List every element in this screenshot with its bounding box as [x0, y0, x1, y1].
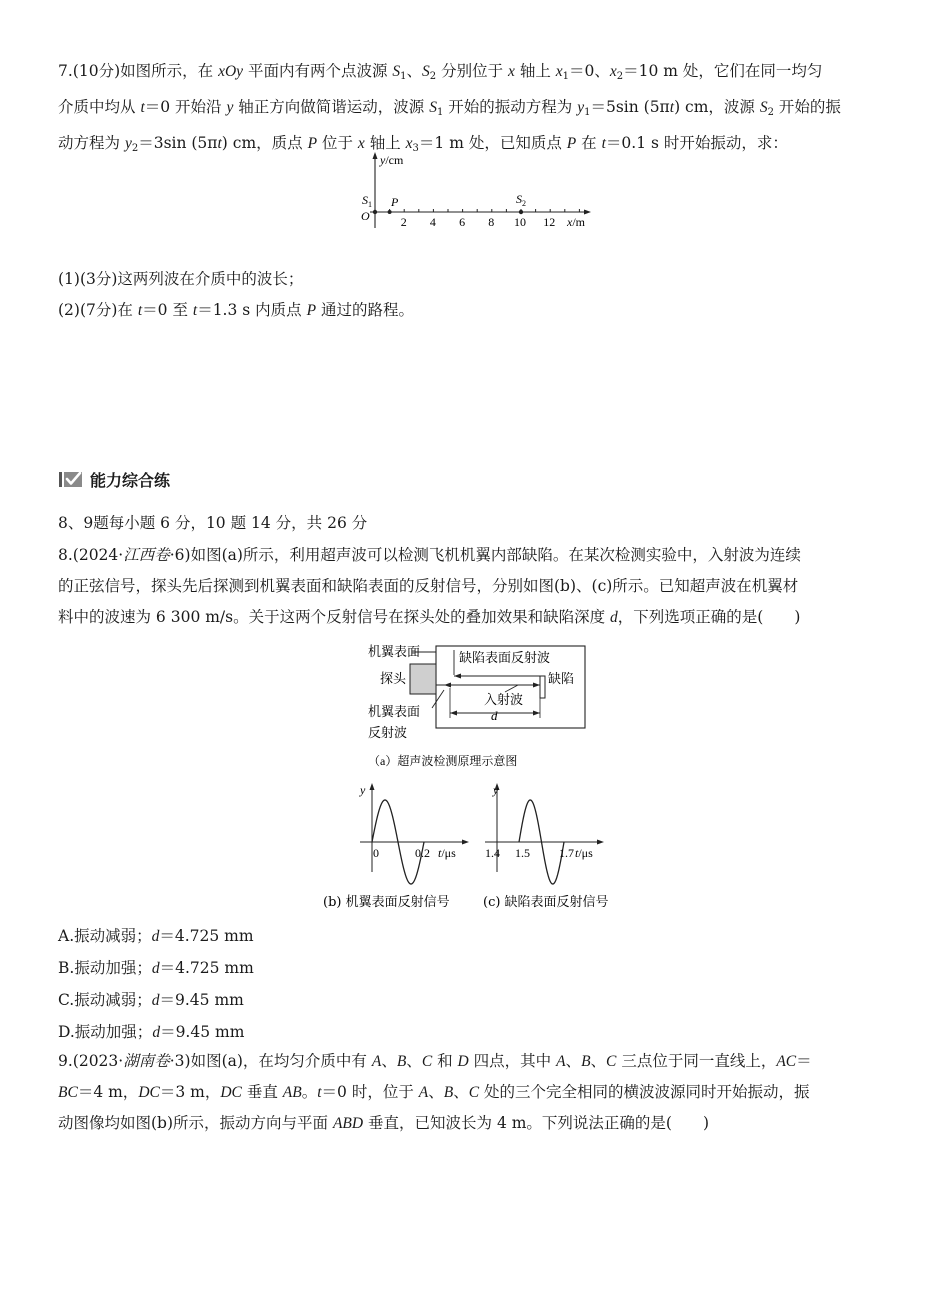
x-axis-label: x/m [567, 215, 585, 229]
q7-subquestions [58, 264, 898, 326]
x-tick-label: 6 [459, 215, 466, 229]
option-b[interactable]: B.振动加强；d＝4.725 mm [58, 959, 254, 977]
q8-stem [58, 540, 898, 633]
figure-b-caption: (b) 机翼表面反射信号 [323, 895, 450, 910]
fig-c-tick-15: 1.5 [515, 846, 530, 860]
q8-figure-a [360, 640, 600, 772]
option-d[interactable]: D.振动加强；d＝9.45 mm [58, 1023, 245, 1041]
source-s1-dot [373, 210, 377, 214]
fig-c-x-label: t/μs [575, 846, 593, 860]
label-wing-surface: 机翼表面 [368, 644, 421, 659]
label-incident: 入射波 [484, 692, 524, 707]
label-defect: 缺陷 [548, 671, 575, 686]
x-tick-label: 4 [429, 215, 436, 229]
section-header [58, 468, 170, 490]
label-d: d [491, 708, 498, 723]
q9-line-3: 动图像均如图(b)所示，振动方向与平面 ABD 垂直，已知波长为 4 m。下列说法正确的是( ) [58, 1114, 710, 1132]
q9-line-2: BC＝4 m，DC＝3 m，DC 垂直 AB。t＝0 时，位于 A、B、C 处的三个完全相同的横波波源同时开始振动，振 [58, 1083, 810, 1101]
option-a[interactable]: A.振动减弱；d＝4.725 mm [58, 927, 254, 945]
q7-line-3: 动方程为 $y_2=3\sin$ (5πt) cm，质点 P 位于 x 轴上 $x_3=1$ m 处，已知质点 P 在 t＝0.1 s 时开始振动，求： [58, 134, 788, 154]
q9-line-1: 9.(2023·湖南卷·3)如图(a)，在均匀介质中有 A、B、C 和 D 四点，其中 A、B、C 三点位于同一直线上，AC＝ [58, 1052, 812, 1070]
q8-figure-b [315, 782, 475, 914]
q7-sub-1: (1)(3分)这两列波在介质中的波长； [58, 270, 304, 288]
fig-b-tick-02: 0.2 [415, 846, 430, 860]
x-tick-label: 12 [543, 215, 556, 229]
q8-figure-c [475, 782, 635, 914]
x-tick-label: 8 [488, 215, 495, 229]
p-label: P [391, 195, 399, 209]
x-tick-label: 2 [400, 215, 407, 229]
q9-stem [58, 1046, 898, 1139]
option-c[interactable]: C.振动减弱；d＝9.45 mm [58, 991, 244, 1009]
fig-c-tick-17: 1.7 [559, 846, 574, 860]
fig-c-y-label: y [493, 783, 499, 797]
fig-b-y-label: y [360, 783, 366, 797]
label-wing-reflect-1: 机翼表面 [368, 704, 421, 719]
x-tick-label: 10 [514, 215, 526, 229]
point-p-dot [388, 210, 392, 214]
fig-c-tick-14: 1.4 [485, 846, 500, 860]
origin-label: O [361, 209, 370, 223]
q7-stem [58, 56, 898, 164]
label-defect-reflect: 缺陷表面反射波 [459, 650, 551, 665]
check-icon [58, 469, 84, 489]
q8-line-1: 8.(2024·江西卷·6)如图(a)所示，利用超声波可以检测飞机机翼内部缺陷。在某次检测实验中，入射波为连续 [58, 546, 801, 564]
q8-line-2: 的正弦信号，探头先后探测到机翼表面和缺陷表面的反射信号，分别如图(b)、(c)所示。已知超声波在机翼材 [58, 577, 799, 595]
q7-axis-figure [355, 150, 600, 240]
s1-label: $S_1$ [362, 193, 372, 209]
label-probe: 探头 [380, 671, 407, 686]
figure-a-caption: （a）超声波检测原理示意图 [368, 754, 518, 768]
section-title: 能力综合练 [90, 470, 171, 490]
y-axis-label: y/cm [380, 153, 404, 167]
label-wing-reflect-2: 反射波 [368, 725, 408, 740]
score-line-text: 8、9题每小题 6 分，10 题 14 分，共 26 分 [58, 514, 368, 532]
fig-b-x-label: t/μs [438, 846, 456, 860]
q7-line-2: 介质中均从 t＝0 开始沿 y 轴正方向做简谐运动，波源 $S_1$ 开始的振动方程为 $y_1=5\sin$ (5πt) cm，波源 $S_2$ 开始的振 [58, 98, 841, 118]
score-line [58, 508, 898, 539]
s2-label: $S_2$ [516, 192, 526, 208]
q7-sub-2: (2)(7分)在 t＝0 至 t＝1.3 s 内质点 P 通过的路程。 [58, 301, 414, 319]
q8-line-3: 料中的波速为 6 300 m/s。关于这两个反射信号在探头处的叠加效果和缺陷深度 d，下列选项正确的是( ) [58, 608, 801, 626]
figure-c-caption: (c) 缺陷表面反射信号 [483, 895, 609, 910]
q7-line-1: 7.(10分)如图所示，在 xOy 平面内有两个点波源 $S_1$、$S_2$ 分别位于 x 轴上 $x_1=0$、$x_2=10$ m 处，它们在同一均匀 [58, 62, 823, 82]
source-s2-dot [519, 210, 523, 214]
fig-b-tick-0: 0 [373, 846, 379, 860]
